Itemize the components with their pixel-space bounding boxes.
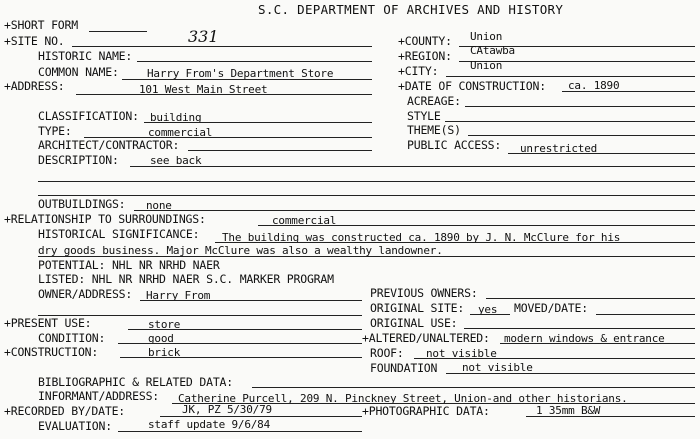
altered-label: +ALTERED/UNALTERED:	[362, 331, 490, 345]
construction-value: brick	[148, 346, 181, 359]
original-site-label: ORIGINAL SITE:	[370, 301, 465, 315]
public-access-value: unrestricted	[520, 142, 598, 155]
moved-date-label: MOVED/DATE:	[514, 301, 588, 315]
site-no-label: +SITE NO.	[4, 34, 65, 48]
present-use-line	[128, 329, 362, 330]
common-name-label: COMMON NAME:	[38, 65, 119, 79]
significance-line	[215, 242, 695, 243]
region-value: CAtawba	[470, 44, 515, 57]
significance-line	[38, 256, 695, 257]
significance-text-line1: The building was constructed ca. 1890 by J. N. McClure for his	[222, 231, 621, 244]
historic-name-label: HISTORIC NAME:	[38, 49, 133, 63]
present-use-value: store	[148, 318, 181, 331]
county-label: +COUNTY:	[398, 34, 452, 48]
site-no-line	[72, 46, 372, 47]
roof-label: ROOF:	[370, 346, 404, 360]
recorded-by-label: +RECORDED BY/DATE:	[4, 404, 126, 418]
date-construction-label: +DATE OF CONSTRUCTION:	[398, 79, 546, 93]
altered-value: modern windows & entrance	[504, 332, 665, 345]
present-use-label: +PRESENT USE:	[4, 316, 92, 330]
condition-line	[118, 343, 362, 344]
foundation-line	[446, 373, 695, 374]
city-line	[446, 76, 695, 77]
style-line	[445, 121, 695, 122]
bibliographic-line	[252, 387, 695, 388]
owner-address-label: OWNER/ADDRESS:	[38, 287, 133, 301]
evaluation-value: staff update 9/6/84	[148, 418, 271, 431]
public-access-label: PUBLIC ACCESS:	[407, 138, 502, 152]
blank-line	[38, 195, 695, 196]
roof-value: not visible	[426, 347, 497, 360]
classification-line	[144, 122, 372, 123]
owner-address-value: Harry From	[146, 289, 211, 302]
city-label: +CITY:	[398, 64, 439, 78]
outbuildings-value: none	[146, 199, 172, 212]
historical-significance-label: HISTORICAL SIGNIFICANCE:	[38, 227, 200, 241]
significance-text-line2: dry goods business. Major McClure was also a wealthy landowner.	[38, 244, 443, 257]
description-value: see back	[150, 154, 202, 167]
address-label: +ADDRESS:	[4, 79, 65, 93]
city-value: Union	[470, 59, 503, 72]
architect-label: ARCHITECT/CONTRACTOR:	[38, 138, 180, 152]
date-construction-value: ca. 1890	[568, 79, 620, 92]
architect-line	[188, 150, 372, 151]
original-use-line	[464, 328, 695, 329]
short-form-line	[89, 31, 147, 32]
foundation-value: not visible	[462, 361, 533, 374]
public-access-line	[508, 153, 695, 154]
relationship-line	[258, 225, 695, 226]
address-line	[76, 94, 372, 95]
condition-value: good	[148, 332, 174, 345]
region-label: +REGION:	[398, 49, 452, 63]
bibliographic-label: BIBLIOGRAPHIC & RELATED DATA:	[38, 375, 233, 389]
recorded-by-value: JK, PZ 5/30/79	[182, 403, 272, 416]
construction-label: +CONSTRUCTION:	[4, 345, 99, 359]
photographic-data-value: 1 35mm B&W	[536, 404, 601, 417]
county-value: Union	[470, 30, 503, 43]
moved-date-line	[596, 314, 695, 315]
site-no-value: 331	[188, 27, 219, 46]
short-form-label: +SHORT FORM	[4, 18, 78, 32]
construction-line	[120, 357, 362, 358]
type-value: commercial	[148, 126, 213, 139]
relationship-value: commercial	[272, 214, 337, 227]
owner-address-line	[140, 300, 362, 301]
listed-label: LISTED: NHL NR NRHD NAER S.C. MARKER PROGRAM	[38, 272, 334, 286]
potential-label: POTENTIAL: NHL NR NRHD NAER	[38, 258, 220, 272]
address-value: 101 West Main Street	[139, 83, 268, 96]
blank-line	[38, 181, 695, 182]
evaluation-label: EVALUATION:	[38, 419, 112, 433]
description-label: DESCRIPTION:	[38, 153, 119, 167]
acreage-label: ACREAGE:	[407, 94, 461, 108]
informant-value: Catherine Purcell, 209 N. Pinckney Street, Union-and other historians.	[178, 392, 628, 405]
type-label: TYPE:	[38, 124, 72, 138]
outbuildings-label: OUTBUILDINGS:	[38, 197, 126, 211]
foundation-label: FOUNDATION	[370, 361, 438, 375]
relationship-label: +RELATIONSHIP TO SURROUNDINGS:	[4, 212, 206, 226]
original-site-value: yes	[478, 303, 498, 316]
classification-label: CLASSIFICATION:	[38, 109, 139, 123]
photographic-data-label: +PHOTOGRAPHIC DATA:	[362, 404, 490, 418]
original-use-label: ORIGINAL USE:	[370, 316, 458, 330]
roof-line	[414, 358, 695, 359]
form-title: S.C. DEPARTMENT OF ARCHIVES AND HISTORY	[258, 2, 564, 17]
evaluation-line	[118, 431, 362, 432]
recorded-by-line	[160, 416, 362, 417]
photographic-data-line	[526, 416, 695, 417]
theme-label: THEME(S)	[407, 123, 461, 137]
original-site-line	[470, 314, 510, 315]
theme-line	[468, 135, 695, 136]
previous-owners-label: PREVIOUS OWNERS:	[370, 286, 478, 300]
classification-value: building	[150, 111, 202, 124]
outbuildings-line	[134, 210, 695, 211]
condition-label: CONDITION:	[38, 331, 106, 345]
style-label: STYLE	[407, 109, 441, 123]
common-name-line	[122, 79, 372, 80]
previous-owners-line	[486, 298, 695, 299]
acreage-line	[465, 106, 695, 107]
description-line	[130, 166, 695, 167]
altered-line	[500, 343, 695, 344]
date-construction-line	[562, 91, 695, 92]
informant-label: INFORMANT/ADDRESS:	[38, 389, 160, 403]
common-name-value: Harry From's Department Store	[147, 67, 334, 80]
historic-name-line	[137, 61, 372, 62]
